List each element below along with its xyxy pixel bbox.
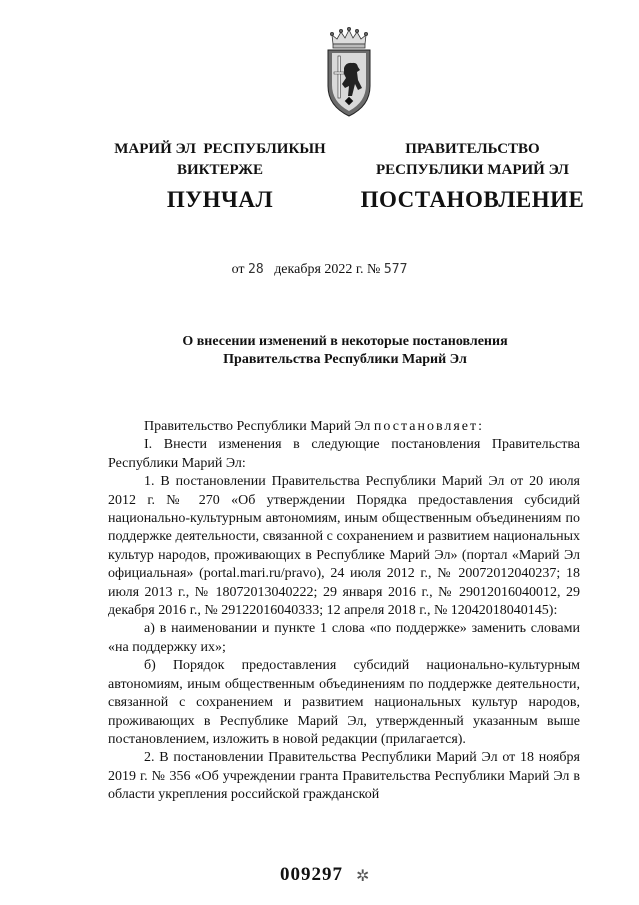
- header-russian-line2: РЕСПУБЛИКИ МАРИЙ ЭЛ: [375, 162, 569, 178]
- body-paragraph-5: 2. В постановлении Правительства Республики Марий Эл от 18 ноября 2019 г. № 356 «Об учреждении гранта Правительства Республики Марий Эл в области укрепления российской гражданской: [108, 750, 580, 803]
- document-title-line2: Правительства Республики Марий Эл: [223, 352, 467, 367]
- document-date-line: [0, 262, 639, 278]
- date-month-year: декабря 2022 г. №: [274, 262, 381, 277]
- header-mari-doc-type: ПУНЧАЛ: [166, 187, 274, 212]
- intro-text: Правительство Республики Марий Эл: [144, 419, 371, 434]
- header-mari-line1: МАРИЙ ЭЛ РЕСПУБЛИКЫН: [114, 141, 326, 157]
- body-paragraph-3: а) в наименовании и пункте 1 слова «по поддержке» заменить словами «на поддержку их»;: [108, 621, 580, 655]
- intro-verb: постановляет:: [373, 419, 485, 434]
- document-title-line1: О внесении изменений в некоторые постановления: [182, 334, 508, 349]
- header-russian-line1: ПРАВИТЕЛЬСТВО: [405, 141, 540, 157]
- body-paragraph-1: I. Внести изменения в следующие постановления Правительства Республики Марий Эл:: [108, 437, 580, 471]
- document-body: [108, 418, 580, 805]
- date-day: 28: [248, 262, 264, 277]
- footer-mark-icon: ✲: [356, 868, 370, 885]
- header-mari-line2: ВИКТЕРЖЕ: [176, 162, 264, 178]
- header-russian-doc-type: ПОСТАНОВЛЕНИЕ: [360, 187, 585, 212]
- serial-number: 009297: [280, 864, 343, 885]
- header-russian: [355, 139, 590, 210]
- coat-of-arms-emblem: [324, 24, 374, 120]
- crown-icon: [330, 27, 367, 48]
- body-paragraph-2: 1. В постановлении Правительства Республики Марий Эл от 20 июля 2012 г. № 270 «Об утверждении Порядка предоставления субсидий национально-культурным автономиям, иным общественным объединениям по поддержке деятельности, связанной с сохранением и развитием национальных культур народов, проживающих в Республике Марий Эл» (портал «Марий Эл официальная» (portal.mari.ru/pravo), 24 июля 2012 г., № 20072012040237; 18 июля 2013 г., № 18072013040222; 29 января 2016 г., № 29012016040012, 29 декабря 2016 г., № 29122016040333; 12 апреля 2018 г., № 12042018040145):: [108, 474, 580, 619]
- date-prefix: от: [231, 262, 245, 277]
- body-intro: [108, 418, 580, 436]
- document-title: [150, 333, 540, 369]
- document-number: 577: [383, 262, 408, 277]
- header-mari: [100, 139, 340, 210]
- body-paragraph-4: б) Порядок предоставления субсидий национально-культурным автономиям, иным общественным объединениям по поддержке деятельности, связанной с сохранением и развитием национальных культур народов, проживающих в Республике Марий Эл, утвержденный указанным выше постановлением, изложить в новой редакции (прилагается).: [108, 658, 580, 747]
